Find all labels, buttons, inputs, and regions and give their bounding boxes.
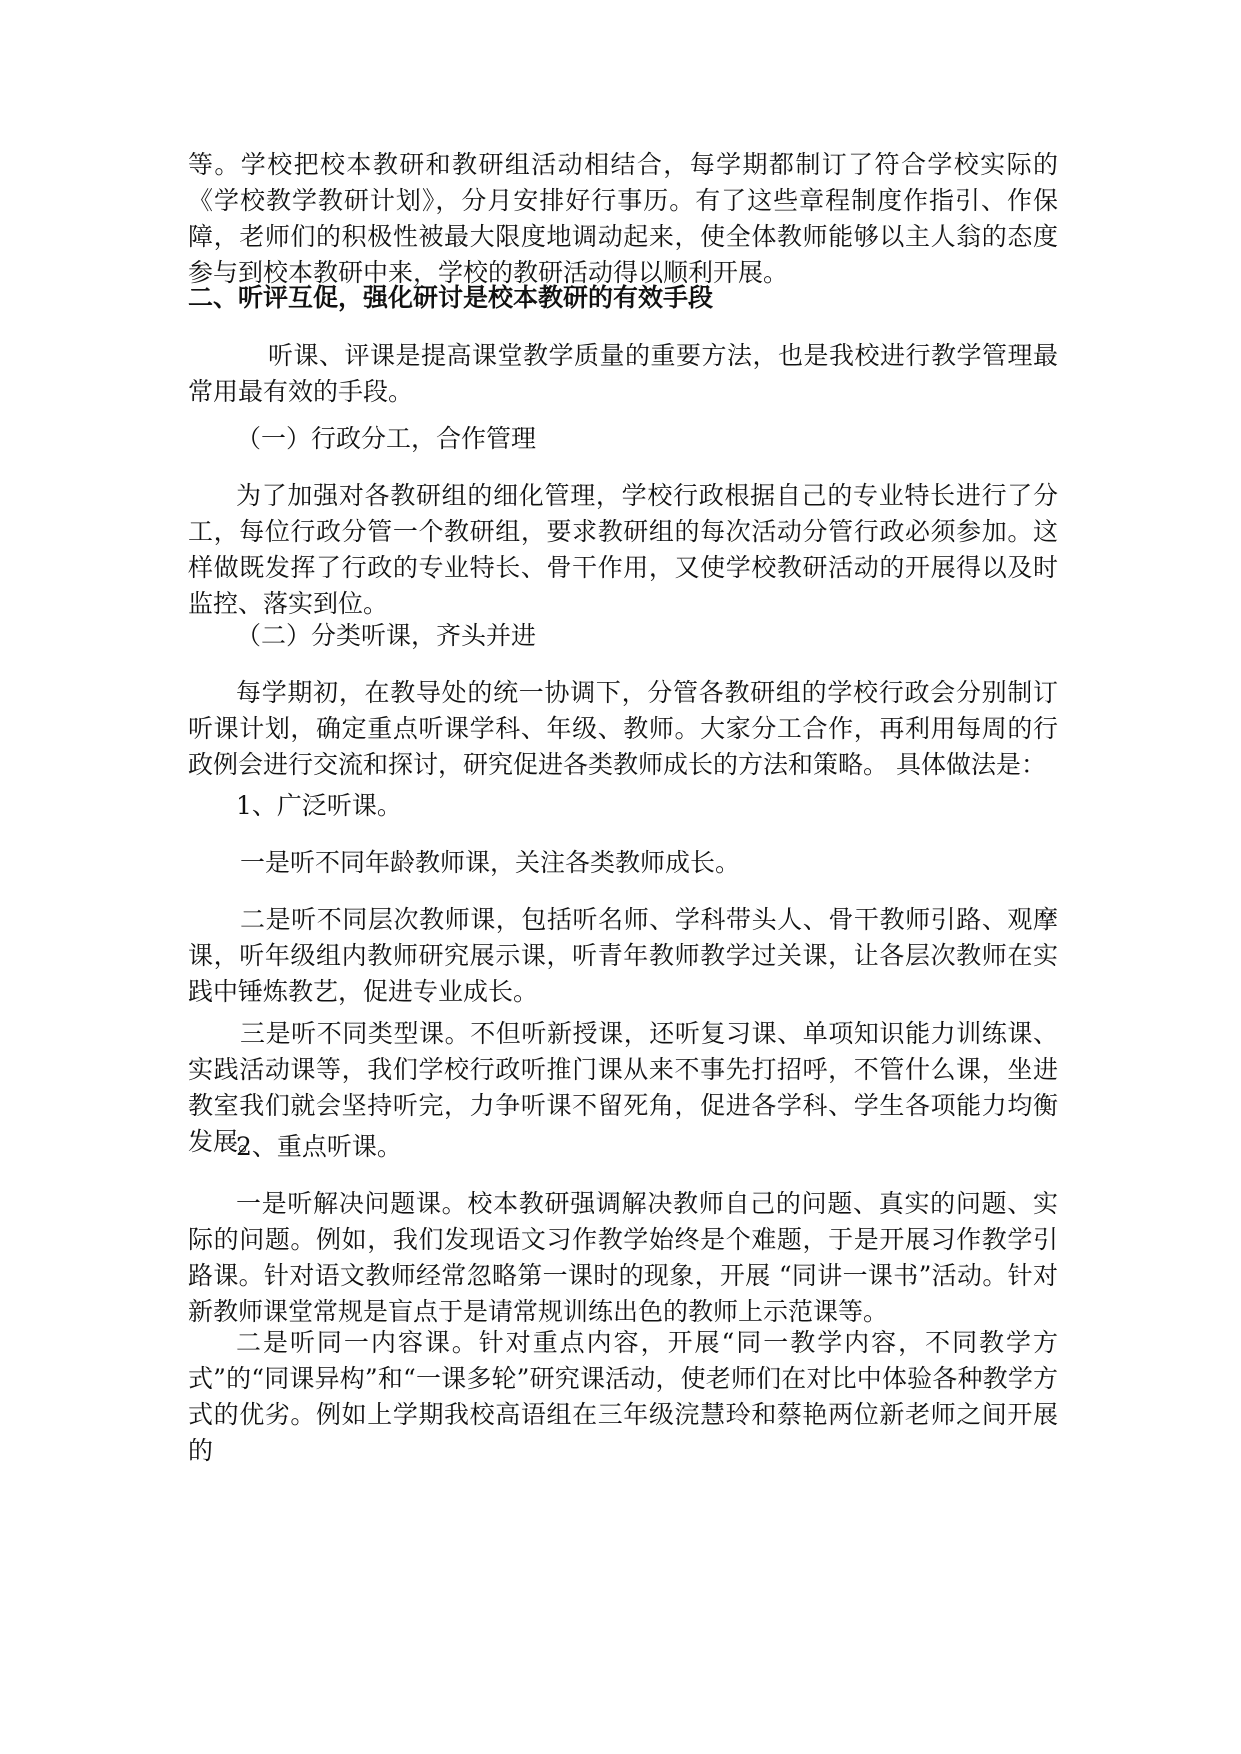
paragraph-class-types: 三是听不同类型课。不但听新授课，还听复习课、单项知识能力训练课、实践活动课等，我们学校行政听推门课从来不事先打招呼，不管什么课，坐进教室我们就会坚持听完，力争听课不留死角，促进各学科、学生各项能力均衡发展。	[188, 1019, 1058, 1156]
list-item-key-listening: 2、重点听课。	[236, 1132, 402, 1161]
section-heading-2: 二、听评互促，强化研讨是校本教研的有效手段	[188, 283, 714, 312]
paragraph-age-groups: 一是听不同年龄教师课，关注各类教师成长。	[240, 848, 741, 877]
subheading-2: （二）分类听课，齐头并进	[236, 621, 537, 650]
paragraph-same-content: 二是听同一内容课。针对重点内容，开展“同一教学内容，不同教学方式”的“同课异构”和“一课多轮”研究课活动，使老师们在对比中体验各种教学方式的优劣。例如上学期我校高语组在三年级浣慧玲和蔡艳两位新老师之间开展的	[188, 1328, 1058, 1465]
paragraph-intro: 等。学校把校本教研和教研组活动相结合，每学期都制订了符合学校实际的《学校教学教研计划》，分月安排好行事历。有了这些章程制度作指引、作保障，老师们的积极性被最大限度地调动起来，使全体教师能够以主人翁的态度参与到校本教研中来，学校的教研活动得以顺利开展。	[188, 150, 1058, 287]
paragraph-listening-evaluation: 听课、评课是提高课堂教学质量的重要方法，也是我校进行教学管理最常用最有效的手段。	[188, 341, 1058, 406]
list-item-broad-listening: 1、广泛听课。	[236, 791, 402, 820]
paragraph-problem-solving: 一是听解决问题课。校本教研强调解决教师自己的问题、真实的问题、实际的问题。例如，我们发现语文习作教学始终是个难题，于是开展习作教学引路课。针对语文教师经常忽略第一课时的现象，开展 “同讲一课书”活动。针对新教师课堂常规是盲点于是请常规训练出色的教师上示范课等。	[188, 1189, 1058, 1326]
paragraph-admin-division: 为了加强对各教研组的细化管理，学校行政根据自己的专业特长进行了分工，每位行政分管一个教研组，要求教研组的每次活动分管行政必须参加。这样做既发挥了行政的专业特长、骨干作用，又使学校教研活动的开展得以及时监控、落实到位。	[188, 481, 1058, 618]
subheading-1: （一）行政分工，合作管理	[236, 424, 537, 453]
paragraph-levels: 二是听不同层次教师课，包括听名师、学科带头人、骨干教师引路、观摩课，听年级组内教师研究展示课，听青年教师教学过关课，让各层次教师在实践中锤炼教艺，促进专业成长。	[188, 905, 1058, 1006]
paragraph-semester-plan: 每学期初，在教导处的统一协调下，分管各教研组的学校行政会分别制订听课计划，确定重点听课学科、年级、教师。大家分工合作，再利用每周的行政例会进行交流和探讨，研究促进各类教师成长的方法和策略。 具体做法是：	[188, 678, 1058, 779]
